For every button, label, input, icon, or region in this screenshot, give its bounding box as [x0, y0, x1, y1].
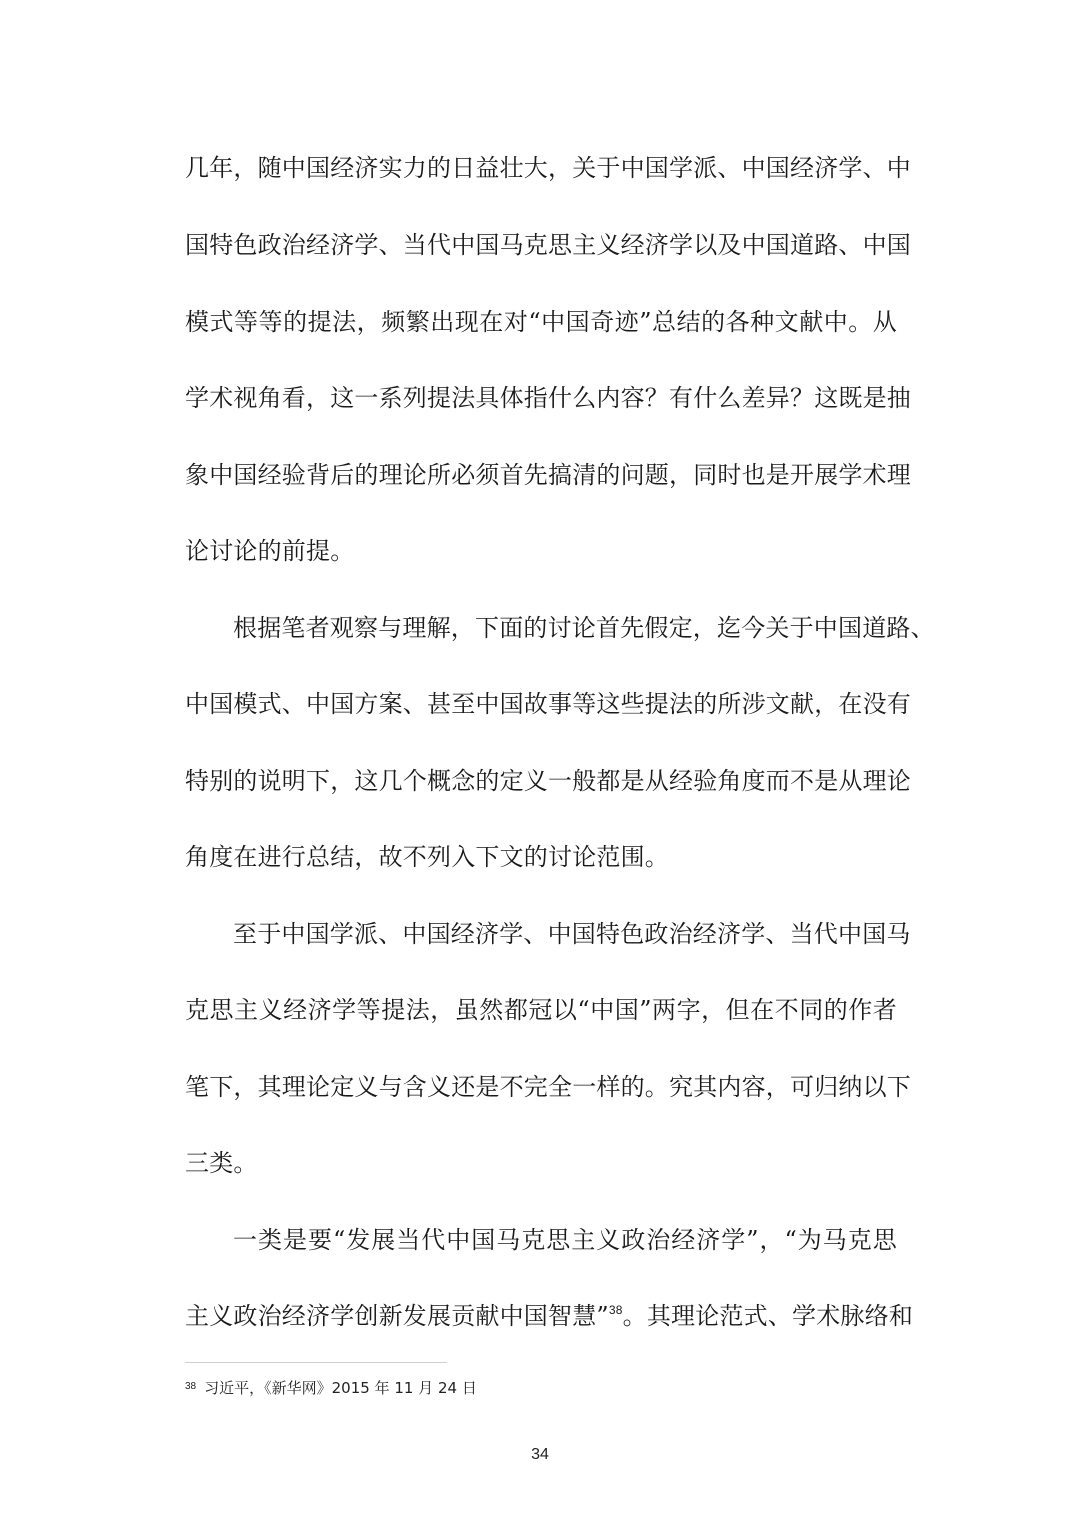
body-text-line-with-footnote: [185, 1296, 914, 1336]
body-text-line: 三类。: [185, 1149, 258, 1177]
body-text-line: 几年，随中国经济实力的日益壮大，关于中国学派、中国经济学、中: [185, 154, 911, 182]
paragraph-first-line: 至于中国学派、中国经济学、中国特色政治经济学、当代中国马: [233, 920, 911, 948]
body-text-line: 角度在进行总结，故不列入下文的讨论范围。: [185, 843, 669, 871]
body-text-line: 国特色政治经济学、当代中国马克思主义经济学以及中国道路、中国: [185, 231, 911, 259]
paragraph-first-line: 根据笔者观察与理解，下面的讨论首先假定，迄今关于中国道路、: [233, 614, 935, 642]
body-text-line: 论讨论的前提。: [185, 537, 355, 565]
footnote-text: 习近平，《新华网》2015 年 11 月 24 日: [204, 1379, 477, 1397]
body-text-line: 学术视角看，这一系列提法具体指什么内容？有什么差异？这既是抽: [185, 384, 911, 412]
body-text-line: 模式等等的提法，频繁出现在对“中国奇迹”总结的各种文献中。从: [185, 308, 897, 336]
body-text-segment: 主义政治经济学创新发展贡献中国智慧”: [185, 1302, 609, 1330]
body-text-line: 笔下，其理论定义与含义还是不完全一样的。究其内容，可归纳以下: [185, 1073, 911, 1101]
footnote-reference[interactable]: 38: [608, 1303, 623, 1317]
footnote: [185, 1376, 477, 1400]
footnote-separator: [185, 1362, 447, 1363]
body-text-line: 克思主义经济学等提法，虽然都冠以“中国”两字，但在不同的作者: [185, 996, 897, 1024]
body-text-line: 中国模式、中国方案、甚至中国故事等这些提法的所涉文献，在没有: [185, 690, 911, 718]
body-text-segment: 。其理论范式、学术脉络和: [622, 1302, 914, 1330]
body-text-line: 象中国经验背后的理论所必须首先搞清的问题，同时也是开展学术理: [185, 461, 911, 489]
body-text-line: 特别的说明下，这几个概念的定义一般都是从经验角度而不是从理论: [185, 767, 911, 795]
page-number: 34: [531, 1446, 549, 1463]
paragraph-first-line: 一类是要“发展当代中国马克思主义政治经济学”，“为马克思: [233, 1226, 897, 1254]
footnote-number: 38: [185, 1381, 197, 1392]
